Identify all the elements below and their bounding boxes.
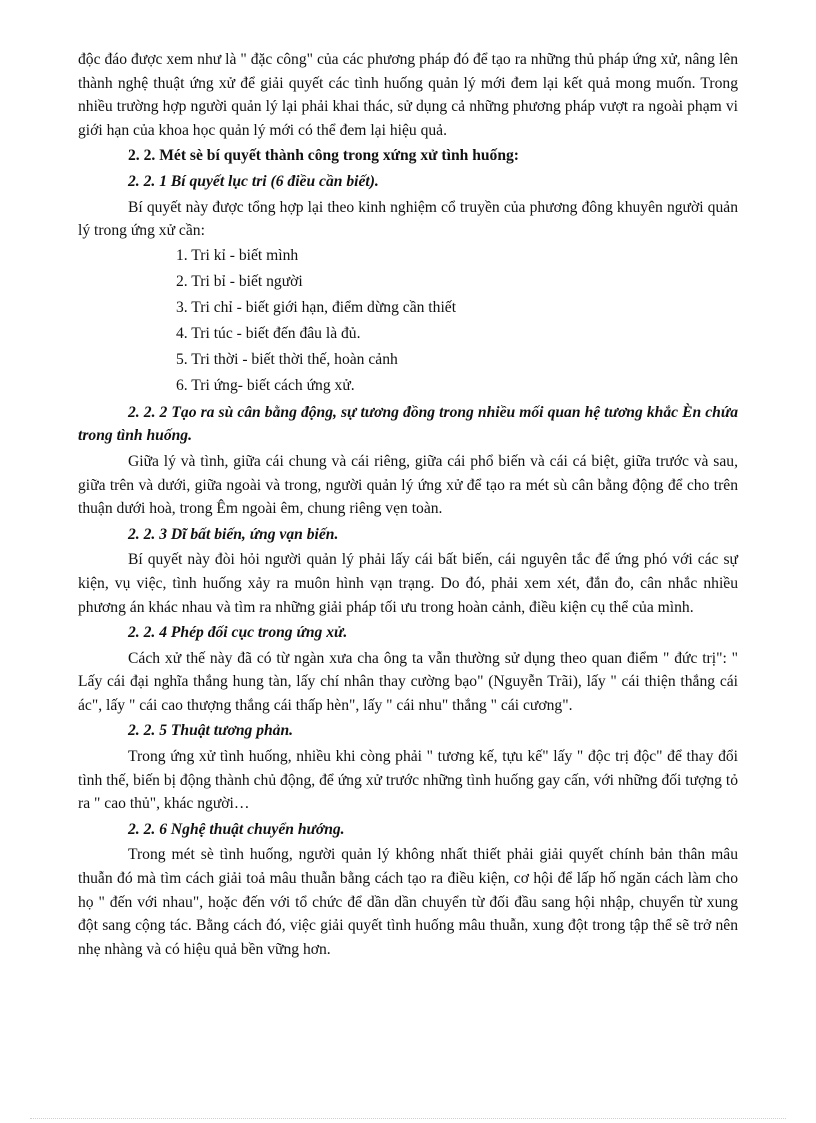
- subsection-body-2-2-2: Giữa lý và tình, giữa cái chung và cái riêng, giữa cái phổ biến và cái cá biệt, giữa trước và sau, giữa trên và dưới, giữa ngoài và trong, người quản lý ứng xử để tạo ra mét sù cân bằng động để cho trên thuận dưới hoà, trong Êm ngoài êm, chung riêng vẹn toàn.: [78, 452, 738, 518]
- subsection-body-2-2-5: Trong ứng xử tình huống, nhiều khi còng phải " tương kế, tựu kế" lấy " độc trị độc" để thay đổi tình thế, biến bị động thành chủ động, để ứng xử trước những tình huống gay cấn, với những đối tượng tỏ ra " cao thủ", khác người…: [78, 748, 738, 813]
- subsection-heading-2-2-1: 2. 2. 1 Bí quyết lục tri (6 điều cần biết).: [128, 172, 379, 190]
- list-item: 3. Tri chỉ - biết giới hạn, điểm dừng cần thiết: [176, 298, 457, 316]
- list-item: 2. Tri bỉ - biết người: [176, 272, 303, 290]
- subsection-heading-2-2-4: 2. 2. 4 Phép đối cục trong ứng xử.: [128, 624, 348, 642]
- list-item: 6. Tri ứng- biết cách ứng xử.: [176, 376, 355, 394]
- list-item: 1. Tri kỉ - biết mình: [176, 246, 299, 264]
- luc-tri-list: [78, 243, 738, 399]
- subsection-heading-2-2-2: 2. 2. 2 Tạo ra sù cân bằng động, sự tương đồng trong nhiều mối quan hệ tương khắc Èn chứa trong tình huống.: [78, 403, 738, 445]
- page-bottom-divider: [30, 1118, 786, 1119]
- subsection-body-2-2-1: Bí quyết này được tổng hợp lại theo kinh nghiệm cổ truyền của phương đông khuyên người quản lý trong ứng xử cần:: [78, 198, 738, 240]
- subsection-body-2-2-6: Trong mét sè tình huống, người quản lý không nhất thiết phải giải quyết chính bản thân mâu thuẫn đó mà tìm cách giải toả mâu thuẫn bằng cách tạo ra điều kiện, cơ hội để lấp hố ngăn cách làm cho họ " đến với nhau", hoặc đến với tổ chức để dần dần chuyển từ đối đầu sang hội nhập, chuyển từ xung đột sang cộng tác. Bằng cách đó, việc giải quyết tình huống mâu thuẫn, xung đột trong tập thể sẽ trở nên nhẹ nhàng và có hiệu quả bền vững hơn.: [78, 846, 738, 958]
- intro-paragraph: độc đáo được xem như là " đặc công" của các phương pháp đó để tạo ra những thủ pháp ứng xử, nâng lên thành nghệ thuật ứng xử để giải quyết các tình huống quản lý mới đem lại kết quả mong muốn. Trong nhiều trường hợp người quản lý lại phải khai thác, sử dụng cả những phương pháp vượt ra ngoài phạm vi giới hạn của khoa học quản lý mới có thể đem lại hiệu quả.: [78, 51, 738, 139]
- subsection-heading-2-2-3: 2. 2. 3 Dĩ bất biến, ứng vạn biến.: [128, 525, 339, 543]
- section-heading-2-2: 2. 2. Mét sè bí quyết thành công trong xứng xử tình huống:: [128, 147, 520, 165]
- list-item: 4. Tri túc - biết đến đâu là đủ.: [176, 324, 361, 342]
- document-page: [78, 48, 738, 961]
- subsection-body-2-2-4: Cách xử thế này đã có từ ngàn xưa cha ông ta vẫn thường sử dụng theo quan điểm " đức trị": " Lấy cái đại nghĩa thắng hung tàn, lấy chí nhân thay cường bạo" (Nguyễn Trãi), lấy " cái thiện thắng cái ác", lấy " cái cao thượng thắng cái thấp hèn", lấy " cái nhu" thắng " cái cương".: [78, 649, 738, 714]
- subsection-heading-2-2-5: 2. 2. 5 Thuật tương phản.: [128, 722, 294, 740]
- subsection-heading-2-2-6: 2. 2. 6 Nghệ thuật chuyển hướng.: [128, 820, 345, 838]
- subsection-body-2-2-3: Bí quyết này đòi hỏi người quản lý phải lấy cái bất biến, cái nguyên tắc để ứng phó với các sự kiện, vụ việc, tình huống xảy ra muôn hình vạn trạng. Do đó, phải xem xét, đắn đo, cân nhắc nhiều phương án khác nhau và tìm ra những giải pháp tối ưu trong hoàn cảnh, điều kiện cụ thể của mình.: [78, 551, 738, 616]
- list-item: 5. Tri thời - biết thời thế, hoàn cảnh: [176, 350, 398, 368]
